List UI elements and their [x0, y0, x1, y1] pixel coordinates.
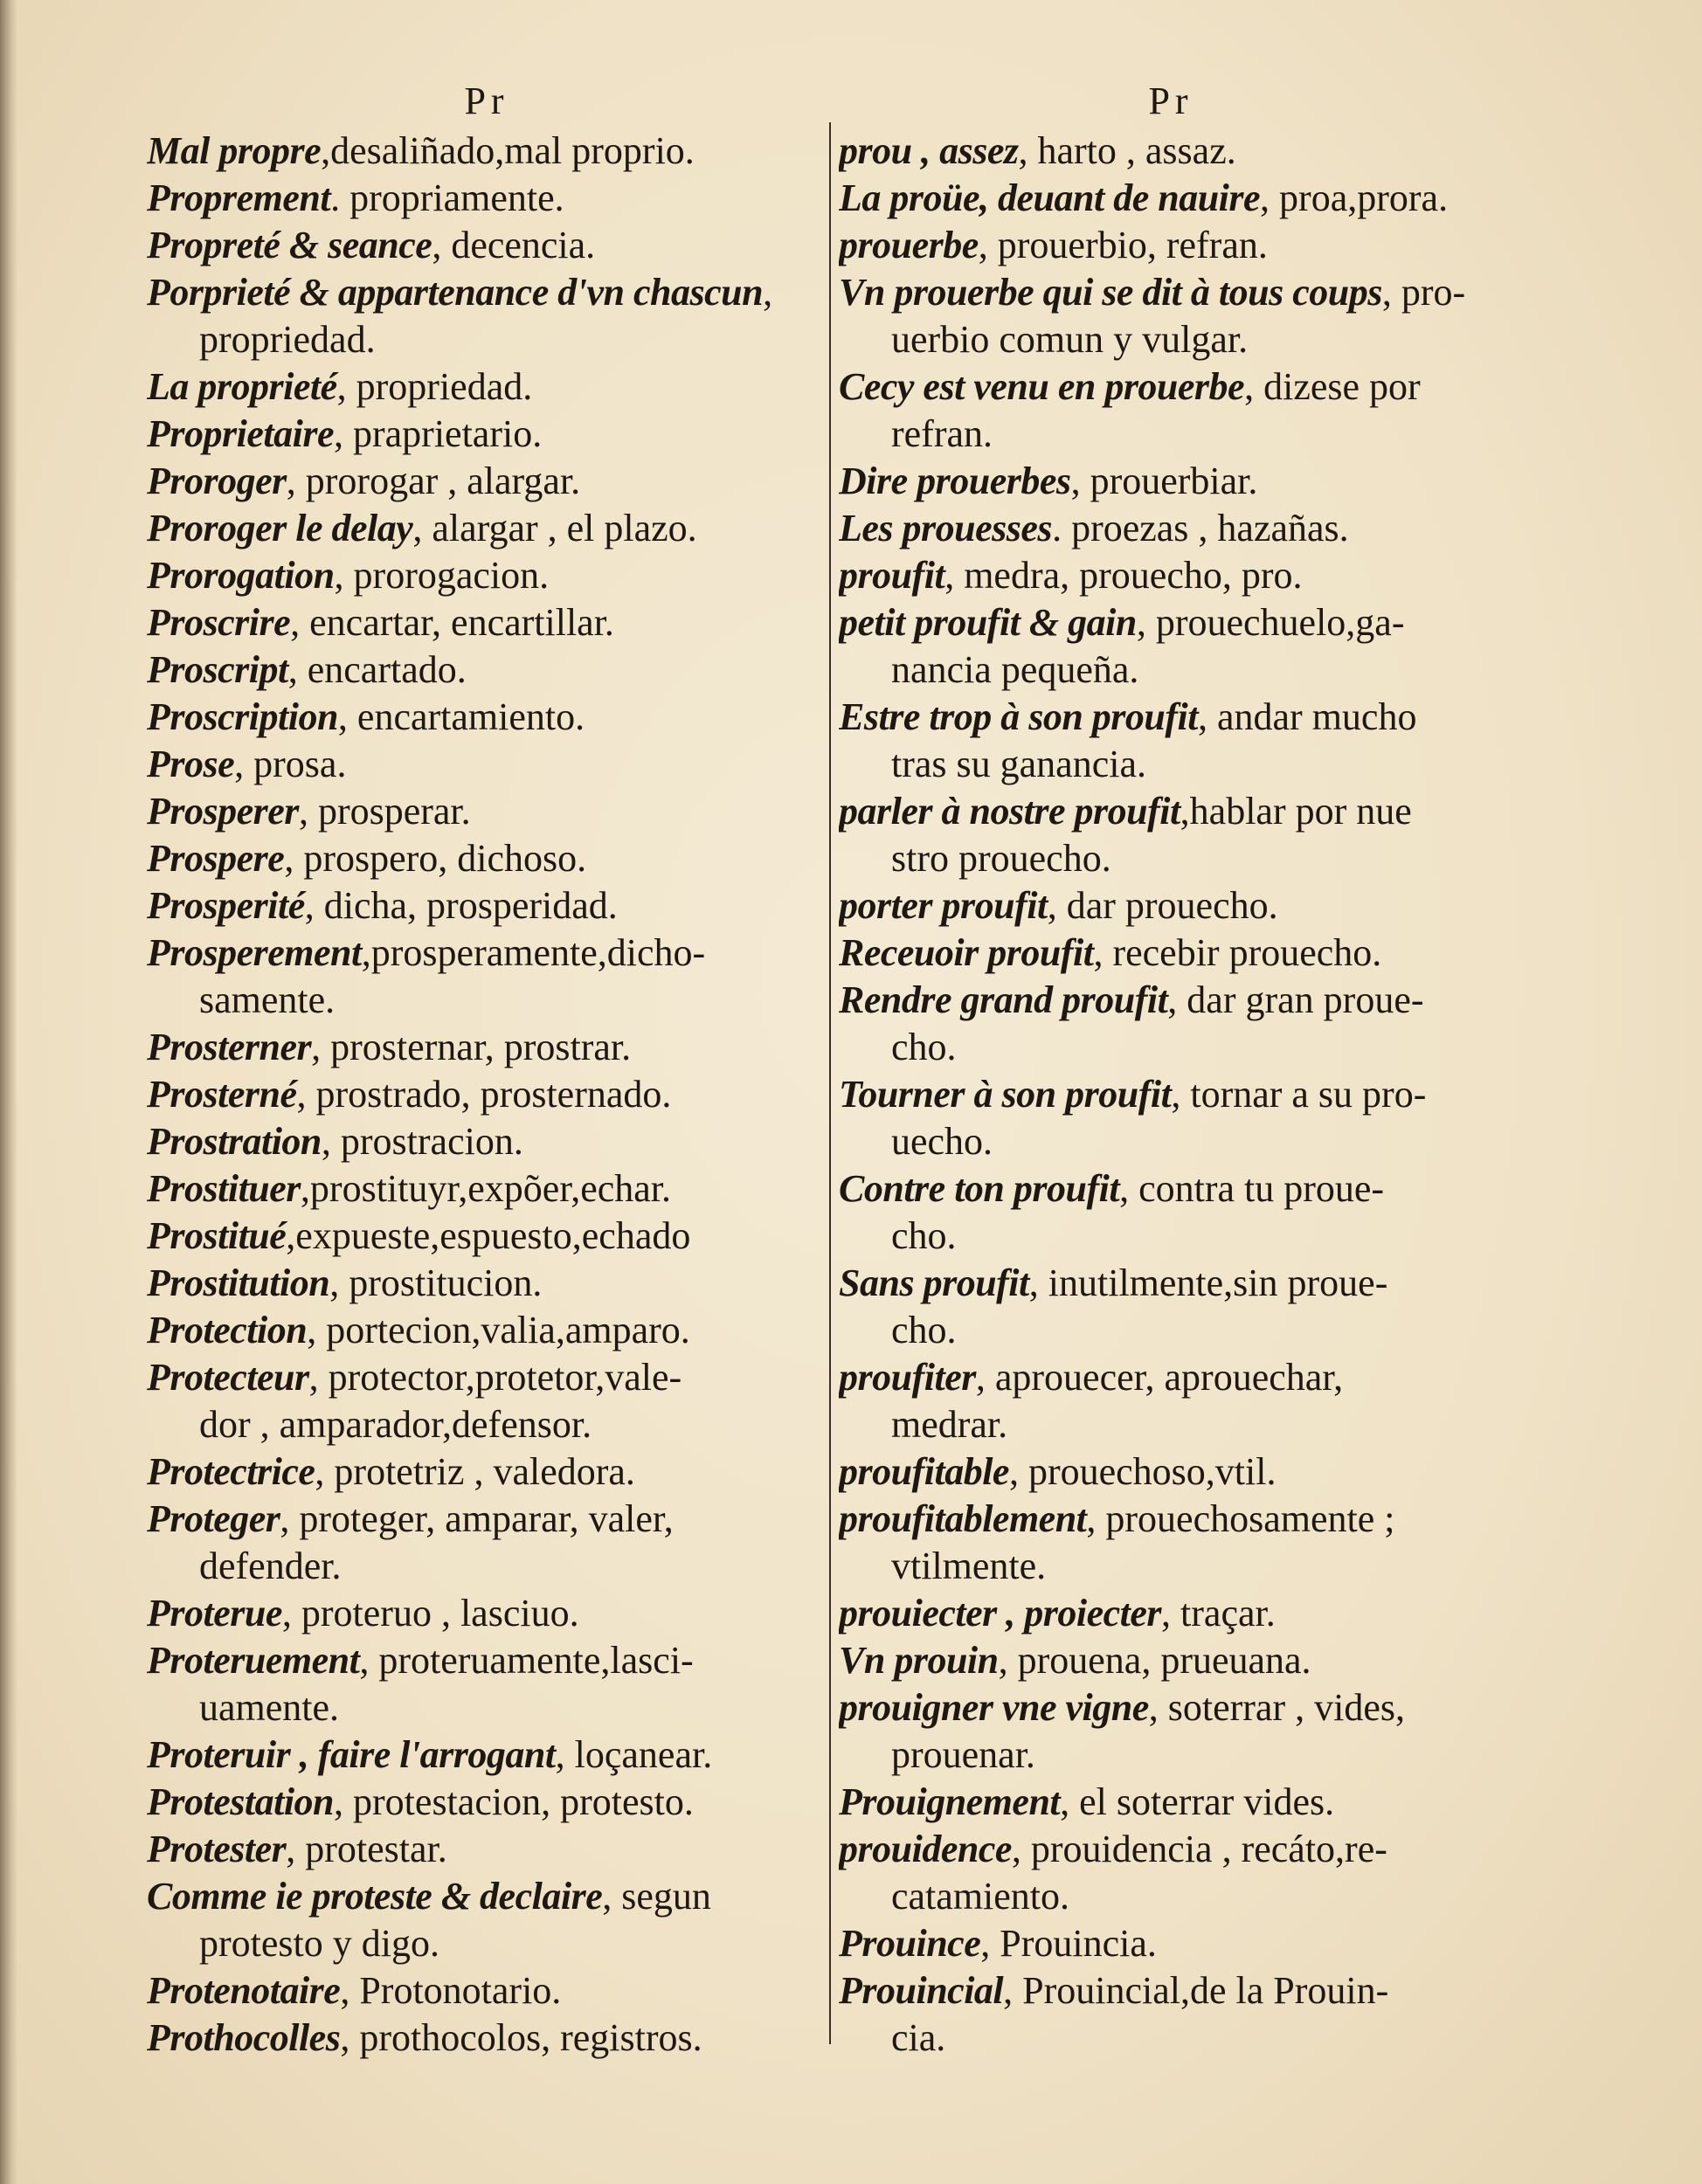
- spanish-translation: , inutilmente,sin proue-: [1028, 1261, 1388, 1304]
- dictionary-entry: [147, 1354, 827, 1448]
- spanish-translation: , proteruo , lasciuo.: [281, 1592, 579, 1635]
- spanish-translation: . proezas , hazañas.: [1052, 507, 1349, 549]
- dictionary-entry: [147, 411, 827, 458]
- dictionary-entry: [147, 1967, 827, 2015]
- spanish-translation: , dizese por: [1244, 365, 1421, 408]
- dictionary-entry: [147, 552, 827, 599]
- french-headword: Protestation: [147, 1780, 335, 1823]
- translation-continuation: tras su ganancia.: [891, 743, 1146, 785]
- dictionary-entry: [147, 1731, 827, 1779]
- dictionary-entry: [839, 1071, 1503, 1165]
- spanish-translation: , dar prouecho.: [1047, 884, 1278, 927]
- spanish-translation: ,prostituyr,expõer,echar.: [300, 1167, 672, 1210]
- french-headword: Mal propre: [147, 129, 322, 172]
- french-headword: Porprieté & appartenance d'vn chascun: [147, 271, 764, 314]
- french-headword: Cecy est venu en prouerbe: [839, 365, 1245, 408]
- dictionary-entry: [839, 128, 1503, 175]
- column-divider: [829, 122, 831, 2044]
- translation-continuation: cho.: [891, 1026, 957, 1068]
- spanish-translation: , tornar a su pro-: [1171, 1073, 1427, 1116]
- spanish-translation: , encartado.: [287, 648, 467, 691]
- french-headword: Proteruir , faire l'arrogant: [147, 1733, 556, 1776]
- spanish-translation: , prorogacion.: [334, 554, 550, 597]
- french-headword: prouidence: [839, 1828, 1012, 1870]
- dictionary-entry: [839, 1448, 1503, 1496]
- french-headword: Proroger le delay: [147, 507, 413, 549]
- dictionary-entry: [147, 458, 827, 505]
- french-headword: Prosperement: [147, 931, 362, 974]
- spanish-translation: , praprietario.: [333, 412, 543, 455]
- dictionary-entry: [839, 269, 1503, 363]
- translation-continuation: catamiento.: [891, 1875, 1070, 1918]
- french-headword: proufitable: [839, 1450, 1009, 1493]
- french-headword: prouiecter , proiecter: [839, 1592, 1162, 1635]
- french-headword: Protester: [147, 1828, 287, 1870]
- french-headword: Propreté & seance: [147, 224, 432, 266]
- spanish-translation: , proteger, amparar, valer,: [280, 1497, 674, 1540]
- translation-continuation: protesto y digo.: [199, 1922, 439, 1965]
- dictionary-entry: [839, 1260, 1503, 1354]
- french-headword: prou , assez: [839, 129, 1019, 172]
- right-column: [839, 79, 1503, 2062]
- dictionary-entry: [147, 269, 827, 363]
- spanish-translation: , prorogar , alargar.: [286, 460, 581, 502]
- french-headword: Prouince: [839, 1922, 981, 1965]
- french-headword: Prouignement: [839, 1780, 1061, 1823]
- dictionary-entry: [147, 1260, 827, 1307]
- translation-continuation: refran.: [891, 412, 993, 455]
- spanish-translation: , prouechosamente ;: [1086, 1497, 1395, 1540]
- french-headword: Proprement: [147, 176, 331, 219]
- dictionary-entry: [147, 882, 827, 930]
- spanish-translation: ,prosperamente,dicho-: [361, 931, 706, 974]
- spanish-translation: , prosa.: [234, 743, 347, 785]
- french-headword: Proteruement: [147, 1639, 360, 1682]
- dictionary-entry: [147, 1024, 827, 1071]
- spanish-translation: , prosperar.: [298, 790, 471, 833]
- spanish-translation: , aprouecer, aprouechar,: [975, 1356, 1344, 1399]
- spanish-translation: , Prouincial,de la Prouin-: [1003, 1969, 1389, 2012]
- french-headword: petit proufit & gain: [839, 601, 1137, 644]
- translation-continuation: uamente.: [199, 1686, 340, 1729]
- spanish-translation: , medra, prouecho, pro.: [944, 554, 1303, 597]
- french-headword: prouerbe: [839, 224, 979, 266]
- dictionary-entry: [839, 1967, 1503, 2062]
- french-headword: Receuoir proufit: [839, 931, 1094, 974]
- spanish-translation: , prospero, dichoso.: [284, 837, 587, 880]
- french-headword: Prospere: [147, 837, 285, 880]
- spanish-translation: , andar mucho: [1197, 695, 1417, 738]
- french-headword: Prosperité: [147, 884, 305, 927]
- dictionary-entry: [147, 646, 827, 694]
- right-running-header: Pr: [1148, 79, 1193, 122]
- left-entry-list: [147, 128, 827, 2062]
- french-headword: Dire prouerbes: [839, 460, 1071, 502]
- dictionary-entry: [147, 1118, 827, 1165]
- spanish-translation: ,expueste,espuesto,echado: [286, 1214, 691, 1257]
- spanish-translation: , prouerbio, refran.: [978, 224, 1268, 266]
- french-headword: Prose: [147, 743, 235, 785]
- spanish-translation: , recebir prouecho.: [1093, 931, 1382, 974]
- dictionary-entry: [839, 1165, 1503, 1260]
- french-headword: Prostration: [147, 1120, 322, 1163]
- french-headword: parler à nostre proufit: [839, 790, 1180, 833]
- dictionary-entry: [147, 175, 827, 222]
- spanish-translation: ,hablar por nue: [1180, 790, 1412, 833]
- french-headword: Proscrire: [147, 601, 291, 644]
- french-headword: Proteger: [147, 1497, 280, 1540]
- french-headword: Rendre grand proufit: [839, 978, 1168, 1021]
- french-headword: proufitablement: [839, 1497, 1087, 1540]
- translation-continuation: propriedad.: [199, 318, 376, 361]
- spanish-translation: , proa,prora.: [1260, 176, 1449, 219]
- dictionary-entry: [147, 835, 827, 882]
- spanish-translation: , encartar, encartillar.: [290, 601, 614, 644]
- spanish-translation: , soterrar , vides,: [1148, 1686, 1405, 1729]
- spanish-translation: , prostrado, prosternado.: [296, 1073, 672, 1116]
- french-headword: Vn prouin: [839, 1639, 999, 1682]
- french-headword: Comme ie proteste & declaire: [147, 1875, 603, 1918]
- dictionary-entry: [839, 694, 1503, 788]
- dictionary-entry: [147, 1165, 827, 1213]
- spanish-translation: , propriedad.: [336, 365, 533, 408]
- french-headword: Prostitution: [147, 1261, 330, 1304]
- dictionary-entry: [147, 1448, 827, 1496]
- dictionary-entry: [147, 1071, 827, 1118]
- dictionary-entry: [147, 930, 827, 1024]
- french-headword: Proroger: [147, 460, 287, 502]
- dictionary-entry: [839, 363, 1503, 458]
- spanish-translation: ,desaliñado,mal proprio.: [321, 129, 695, 172]
- french-headword: Estre trop à son proufit: [839, 695, 1198, 738]
- spanish-translation: , segun: [602, 1875, 711, 1918]
- french-headword: Prorogation: [147, 554, 335, 597]
- dictionary-entry: [147, 128, 827, 175]
- french-headword: La proprieté: [147, 365, 337, 408]
- right-entry-list: [839, 128, 1503, 2062]
- spanish-translation: , traçar.: [1161, 1592, 1276, 1635]
- french-headword: Proscription: [147, 695, 338, 738]
- dictionary-entry: [147, 1826, 827, 1873]
- spanish-translation: , prouena, prueuana.: [998, 1639, 1311, 1682]
- french-headword: Sans proufit: [839, 1261, 1029, 1304]
- dictionary-entry: [839, 882, 1503, 930]
- french-headword: Prosterné: [147, 1073, 297, 1116]
- dictionary-entry: [839, 1920, 1503, 1967]
- translation-continuation: nancia pequeña.: [891, 648, 1139, 691]
- spanish-translation: , encartamiento.: [337, 695, 585, 738]
- french-headword: Protecteur: [147, 1356, 309, 1399]
- dictionary-entry: [839, 552, 1503, 599]
- french-headword: Les prouesses: [839, 507, 1053, 549]
- left-running-header: Pr: [464, 79, 509, 122]
- spanish-translation: , harto , assaz.: [1018, 129, 1236, 172]
- spanish-translation: , pro-: [1381, 271, 1466, 314]
- spanish-translation: , alargar , el plazo.: [412, 507, 697, 549]
- translation-continuation: dor , amparador,defensor.: [199, 1403, 592, 1446]
- translation-continuation: cho.: [891, 1309, 957, 1351]
- translation-continuation: vtilmente.: [891, 1545, 1047, 1587]
- spanish-translation: , decencia.: [432, 224, 596, 266]
- french-headword: Protenotaire: [147, 1969, 341, 2012]
- spanish-translation: , prouechoso,vtil.: [1008, 1450, 1276, 1493]
- spanish-translation: , dicha, prosperidad.: [304, 884, 618, 927]
- french-headword: Proscript: [147, 648, 288, 691]
- dictionary-entry: [147, 694, 827, 741]
- dictionary-entry: [147, 1779, 827, 1826]
- spanish-translation: ,: [763, 271, 773, 314]
- spanish-translation: . propriamente.: [330, 176, 564, 219]
- french-headword: Tourner à son proufit: [839, 1073, 1172, 1116]
- dictionary-entry: [839, 1637, 1503, 1684]
- dictionary-entry: [839, 1684, 1503, 1779]
- dictionary-entry: [147, 363, 827, 411]
- dictionary-entry: [839, 175, 1503, 222]
- spanish-translation: , protector,protetor,vale-: [308, 1356, 682, 1399]
- translation-continuation: prouenar.: [891, 1733, 1035, 1776]
- dictionary-entry: [147, 505, 827, 552]
- dictionary-entry: [839, 1590, 1503, 1637]
- dictionary-entry: [147, 788, 827, 835]
- spanish-translation: , portecion,valia,amparo.: [307, 1309, 690, 1351]
- french-headword: prouigner vne vigne: [839, 1686, 1149, 1729]
- spanish-translation: , loçanear.: [555, 1733, 713, 1776]
- dictionary-entry: [147, 741, 827, 788]
- spanish-translation: , prouidencia , recáto,re-: [1011, 1828, 1387, 1870]
- french-headword: Vn prouerbe qui se dit à tous coups: [839, 271, 1382, 314]
- dictionary-entry: [839, 599, 1503, 694]
- dictionary-entry: [839, 458, 1503, 505]
- translation-continuation: stro prouecho.: [891, 837, 1111, 880]
- translation-continuation: medrar.: [891, 1403, 1008, 1446]
- french-headword: La proüe, deuant de nauire: [839, 176, 1261, 219]
- spanish-translation: , protestacion, protesto.: [334, 1780, 694, 1823]
- dictionary-entry: [839, 977, 1503, 1071]
- dictionary-entry: [839, 1354, 1503, 1448]
- dictionary-entry: [839, 1496, 1503, 1590]
- dictionary-entry: [147, 1307, 827, 1354]
- dictionary-entry: [147, 1213, 827, 1260]
- spanish-translation: , prouechuelo,ga-: [1136, 601, 1405, 644]
- spanish-translation: , prosternar, prostrar.: [311, 1026, 632, 1068]
- french-headword: Protectrice: [147, 1450, 315, 1493]
- french-headword: Prosterner: [147, 1026, 312, 1068]
- dictionary-entry: [147, 1637, 827, 1731]
- translation-continuation: samente.: [199, 978, 336, 1021]
- spanish-translation: , prostracion.: [321, 1120, 523, 1163]
- french-headword: Proterue: [147, 1592, 282, 1635]
- spanish-translation: , prouerbiar.: [1070, 460, 1258, 502]
- french-headword: Protection: [147, 1309, 308, 1351]
- dictionary-entry: [147, 1873, 827, 1967]
- translation-continuation: defender.: [199, 1545, 342, 1587]
- dictionary-entry: [147, 1590, 827, 1637]
- dictionary-entry: [839, 1826, 1503, 1920]
- spanish-translation: , el soterrar vides.: [1060, 1780, 1335, 1823]
- french-headword: Prostituer: [147, 1167, 301, 1210]
- french-headword: porter proufit: [839, 884, 1048, 927]
- translation-continuation: uerbio comun y vulgar.: [891, 318, 1249, 361]
- dictionary-entry: [147, 599, 827, 646]
- spanish-translation: , prostitucion.: [329, 1261, 543, 1304]
- french-headword: proufiter: [839, 1356, 976, 1399]
- spanish-translation: , protestar.: [286, 1828, 447, 1870]
- dictionary-entry: [147, 222, 827, 269]
- spanish-translation: , proteruamente,lasci-: [359, 1639, 694, 1682]
- dictionary-entry: [839, 505, 1503, 552]
- spanish-translation: , Protonotario.: [340, 1969, 562, 2012]
- french-headword: Prothocolles: [147, 2016, 341, 2059]
- french-headword: Prosperer: [147, 790, 299, 833]
- french-headword: Contre ton proufit: [839, 1167, 1120, 1210]
- spanish-translation: , protetriz , valedora.: [315, 1450, 635, 1493]
- french-headword: Prouincial: [839, 1969, 1004, 2012]
- translation-continuation: cho.: [891, 1214, 957, 1257]
- spanish-translation: , dar gran proue-: [1167, 978, 1424, 1021]
- dictionary-entry: [839, 222, 1503, 269]
- dictionary-entry: [839, 788, 1503, 882]
- dictionary-entry: [839, 930, 1503, 977]
- dictionary-entry: [147, 1496, 827, 1590]
- french-headword: Prostitué: [147, 1214, 287, 1257]
- dictionary-entry: [839, 1779, 1503, 1826]
- spanish-translation: , prothocolos, registros.: [340, 2016, 702, 2059]
- translation-continuation: uecho.: [891, 1120, 993, 1163]
- left-column: [147, 79, 827, 2062]
- translation-continuation: cia.: [891, 2016, 946, 2059]
- dictionary-entry: [147, 2015, 827, 2062]
- french-headword: proufit: [839, 554, 945, 597]
- spanish-translation: , Prouincia.: [980, 1922, 1157, 1965]
- spanish-translation: , contra tu proue-: [1119, 1167, 1385, 1210]
- french-headword: Proprietaire: [147, 412, 334, 455]
- page-binding-edge: [0, 0, 17, 2184]
